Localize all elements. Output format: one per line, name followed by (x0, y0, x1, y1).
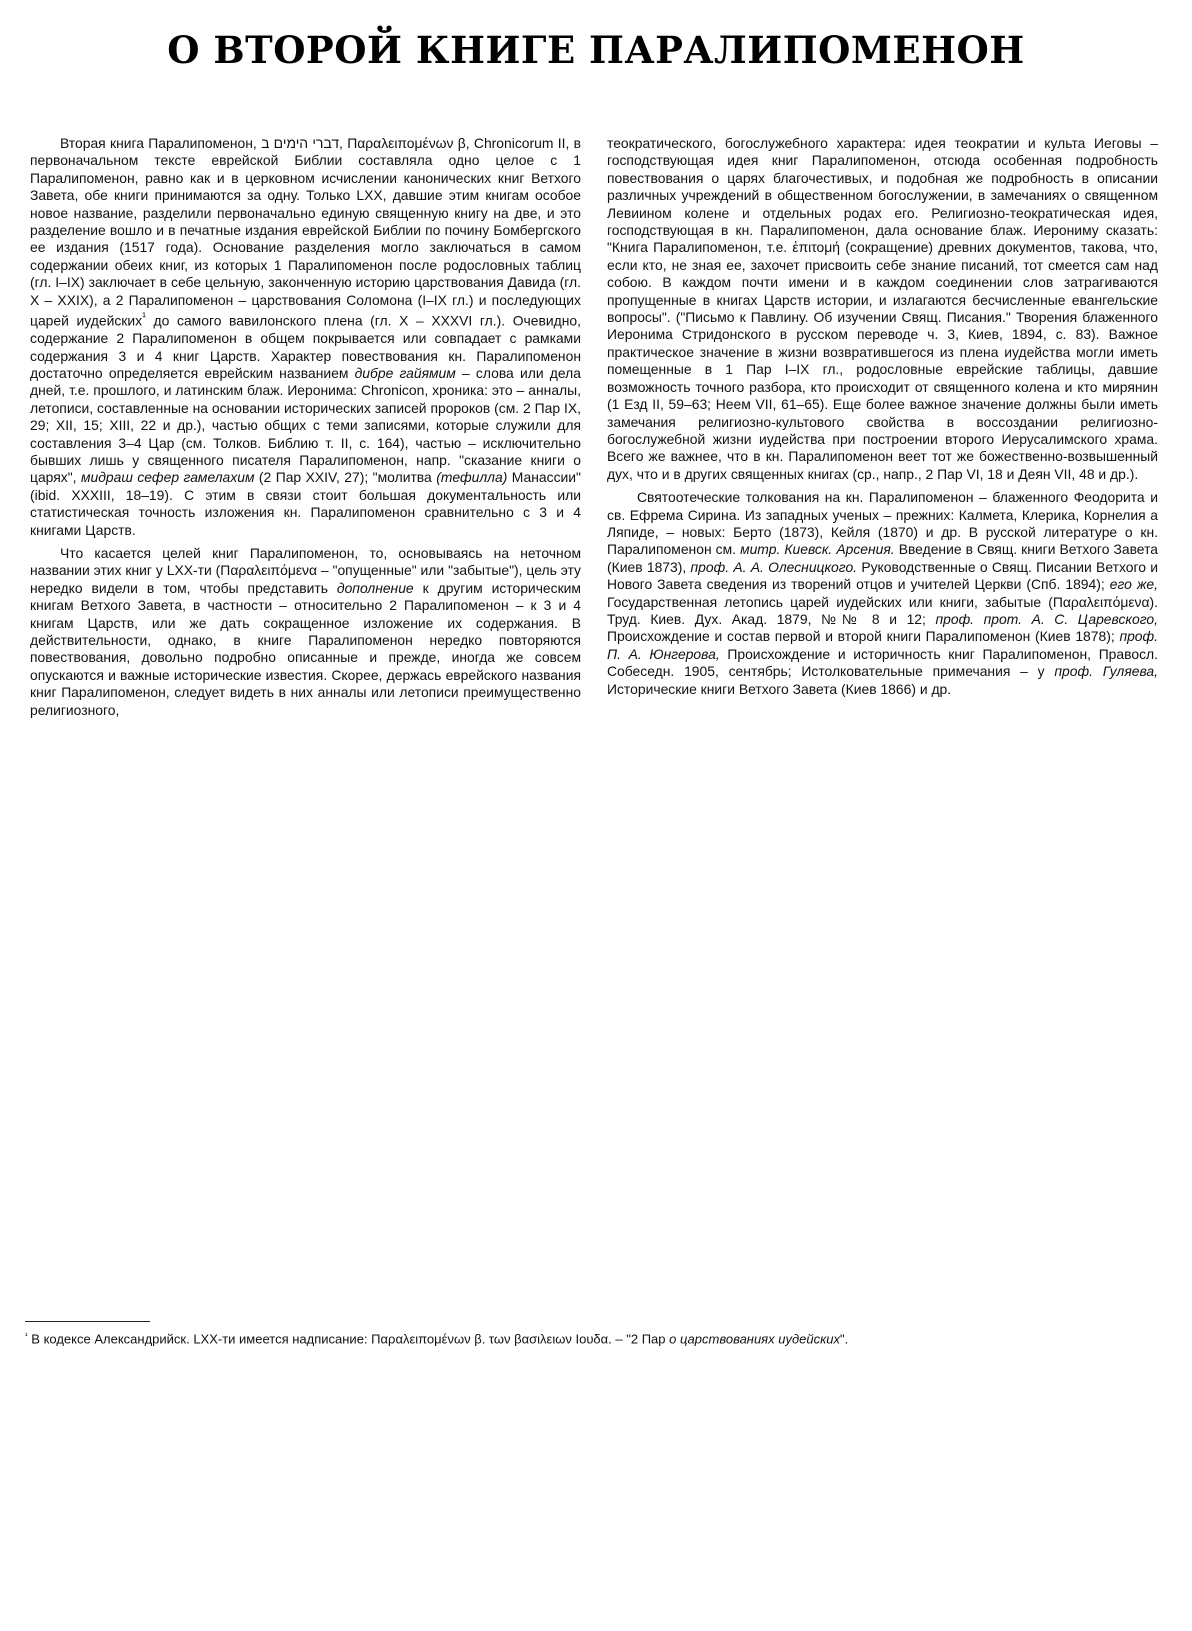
text-run: Вторая книга Паралипоменон, דברי הימים ב, Παραλειπομένων β, Chronicorum II, в первоначальном тексте еврейской Библии составляла одно целое с 1 Паралипоменон, равно как и в церковном исчислении канонических книг Ветхого Завета, обе книги принимаются за одну. Только LXX, давшие этим книгам особое новое название, разделили первоначально единую священную книгу на две, и это разделение вошло и в печатные издания еврейской Библии по почину Бомбергского ее издания (1517 года). Основание разделения могло заключаться в самом содержании обеих книг, из которых 1 Паралипоменон после родословных таблиц (гл. I–IX) заключает в себе цельную, законченную историю царствования Давида (гл. X – XXIX), а 2 Паралипоменон – царствования Соломона (I–IX гл.) и последующих царей иудейских (30, 135, 581, 329)
text-run: Что касается целей книг Паралипоменон, то, основываясь на неточном названии этих книг у LXX-ти (Παραλειπόμενα – "опущенные" или "забытые"), цель эту нередко видели в том, чтобы представить (30, 544, 581, 596)
italic-text: дополнение (336, 579, 414, 596)
text-run: теократического, богослужебного характера: идея теократии и культа Иеговы – господствующая идея книг Паралипоменон, отсюда особенная подробность повествования о царях благочестивых, и подобная же подробность в описании различных учреждений в общественном богослужении, в замечаниях о священном Левиином колене и отдельных родах его. Религиозно-теократическая идея, господствующая в кн. Паралипоменон, дала основание блаж. Иерониму сказать: "Книга Паралипоменон, т.е. ἐπιτομή (сокращение) древних документов, такова, что, если кто, не зная ее, захочет присвоить себе знание писаний, тот смеется сам над собою. В каждом почти имени и в каждом соединении слов затрагиваются пропущенные в книгах Царств истории, и излагаются бесчисленные евангельские вопросы". ("Письмо к Павлину. Об изучении Свящ. Писания." Творения блаженного Иеронима Стридонского в русском переводе ч. 3, Киев, 1894, с. 83). Важное практическое значение в жизни возвратившегося из плена иудейства могли иметь помещенные в 1 Пар I–IX гл., родословные еврейские таблицы, давшие возможность точного разбора, кто происходит от священного колена и кто мирянин (1 Езд II, 59–63; Неем VII, 61–65). Еще более важное значение должны были иметь замечания религиозно-культового свойства в воссоздании религиозно-богослужебной жизни иудейства при построении второго Иерусалимского храма. Всего же важнее, что в кн. Паралипоменон веет тот же божественно-возвышенный дух, что и в других священных книгах (ср., напр., 2 Пар VI, 18 и Деян VII, 48 и др.). (607, 135, 1158, 482)
footnote-separator (25, 1321, 150, 1322)
text-run: Руководственные о Свящ. Писании Ветхого и Нового Завета сведения из творений отцов и учителей Церкви (Спб. 1894); (607, 558, 1158, 593)
paragraph (30, 545, 581, 719)
text-run: Введение в Свящ. книги Ветхого Завета (Киев 1873), (607, 541, 1158, 575)
footnote-marker: ¹ (142, 311, 146, 324)
right-column (607, 135, 1158, 704)
paragraph (30, 135, 581, 539)
text-run: до самого вавилонского плена (гл. X – XXXVI гл.). Очевидно, содержание 2 Паралипоменон в общем покрывается или совпадает с рамками содержания 3 и 4 книг Царств. Характер повествования кн. Паралипоменон достаточно определяется еврейским названием (30, 312, 581, 381)
left-column (30, 135, 581, 725)
text-run: – слова или дела дней, т.е. прошлого, и латинским блаж. Иеронима: Chronicon, хроника: это – анналы, летописи, составленные на основании исторических записей пророков (см. 2 Пар IX, 29; XII, 15; XIII, 22 и др.), частью общих с теми записями, которые служили для составления 3–4 Цар (см. Толков. Библию т. II, с. 164), частью – исключительно бывших лишь у священного писателя Паралипоменон, напр. "сказание книги о царях", (30, 364, 581, 486)
text-run: Святоотеческие толкования на кн. Паралипоменон – блаженного Феодорита и св. Ефрема Сирина. Из западных ученых – прежних: Калмета, Клерика, Корнелия а Ляпиде, – новых: Берто (1873), Кейля (1870) и др. В русской литературе о кн. Паралипоменон см. (607, 489, 1158, 558)
text-run: (2 Пар XXIV, 27); "молитва (254, 469, 437, 486)
page-title: О ВТОРОЙ КНИГЕ ПАРАЛИПОМЕНОН (167, 28, 1025, 72)
italic-text: мидраш сефер гамелахим (80, 469, 255, 486)
text-run: ". (839, 1331, 849, 1347)
text-run: Государственная летопись царей иудейских или книги, забытые (Παραλειπόμενα). Труд. Киев. Дух. Акад. 1879, №№ 8 и 12; (607, 593, 1158, 627)
italic-text: (тефилла) (436, 469, 508, 486)
text-run: к другим историческим книгам Ветхого Завета, в частности – относительно 2 Паралипоменон – к 3 и 4 книгам Царств, или же дать сокращенное изложение их содержания. В действительности, однако, в книге Паралипоменон нередко повторяются повествования, довольно подробно описанные и прежде, иногда же совсем опускаются и важные исторические известия. Скорее, держась еврейского названия книг Паралипоменон, следует видеть в них анналы или летописи преимущественно религиозного, (30, 579, 581, 718)
text-run: Исторические книги Ветхого Завета (Киев 1866) и др. (607, 680, 952, 697)
text-run: В кодексе Александрийск. LXX-ти имеется надписание: Παραλειπομένων β. των βασιλειων Ιουδα. – "2 Пар (27, 1331, 670, 1347)
italic-text: его же, (1109, 576, 1158, 593)
text-run: Манассии" (ibid. XXXIII, 18–19). С этим в связи стоит большая документальность или статистическая точность изложения кн. Паралипоменон сравнительно с 3 и 4 книгами Царств. (30, 469, 581, 538)
italic-text: дибре гайямим (354, 364, 456, 381)
italic-text: о царствованиях иудейских (669, 1331, 840, 1347)
text-run: Происхождение и состав первой и второй книги Паралипоменон (Киев 1878); (607, 628, 1120, 645)
italic-text: проф. прот. А. С. Царевского, (935, 610, 1158, 627)
text-run: Происхождение и историчность книг Паралипоменон, Правосл. Собеседн. 1905, сентябрь; Истолковательные примечания – у (607, 645, 1158, 680)
footnote-marker: ¹ (25, 1331, 28, 1340)
footnote (25, 1327, 1165, 1347)
italic-text: проф. А. А. Олесницкого. (690, 558, 858, 575)
italic-text: проф. Гуляева, (1054, 663, 1158, 680)
italic-text: митр. Киевск. Арсения. (740, 541, 895, 558)
italic-text: проф. П. А. Юнгерова, (607, 628, 1158, 662)
paragraph (607, 135, 1158, 483)
paragraph (607, 489, 1158, 698)
